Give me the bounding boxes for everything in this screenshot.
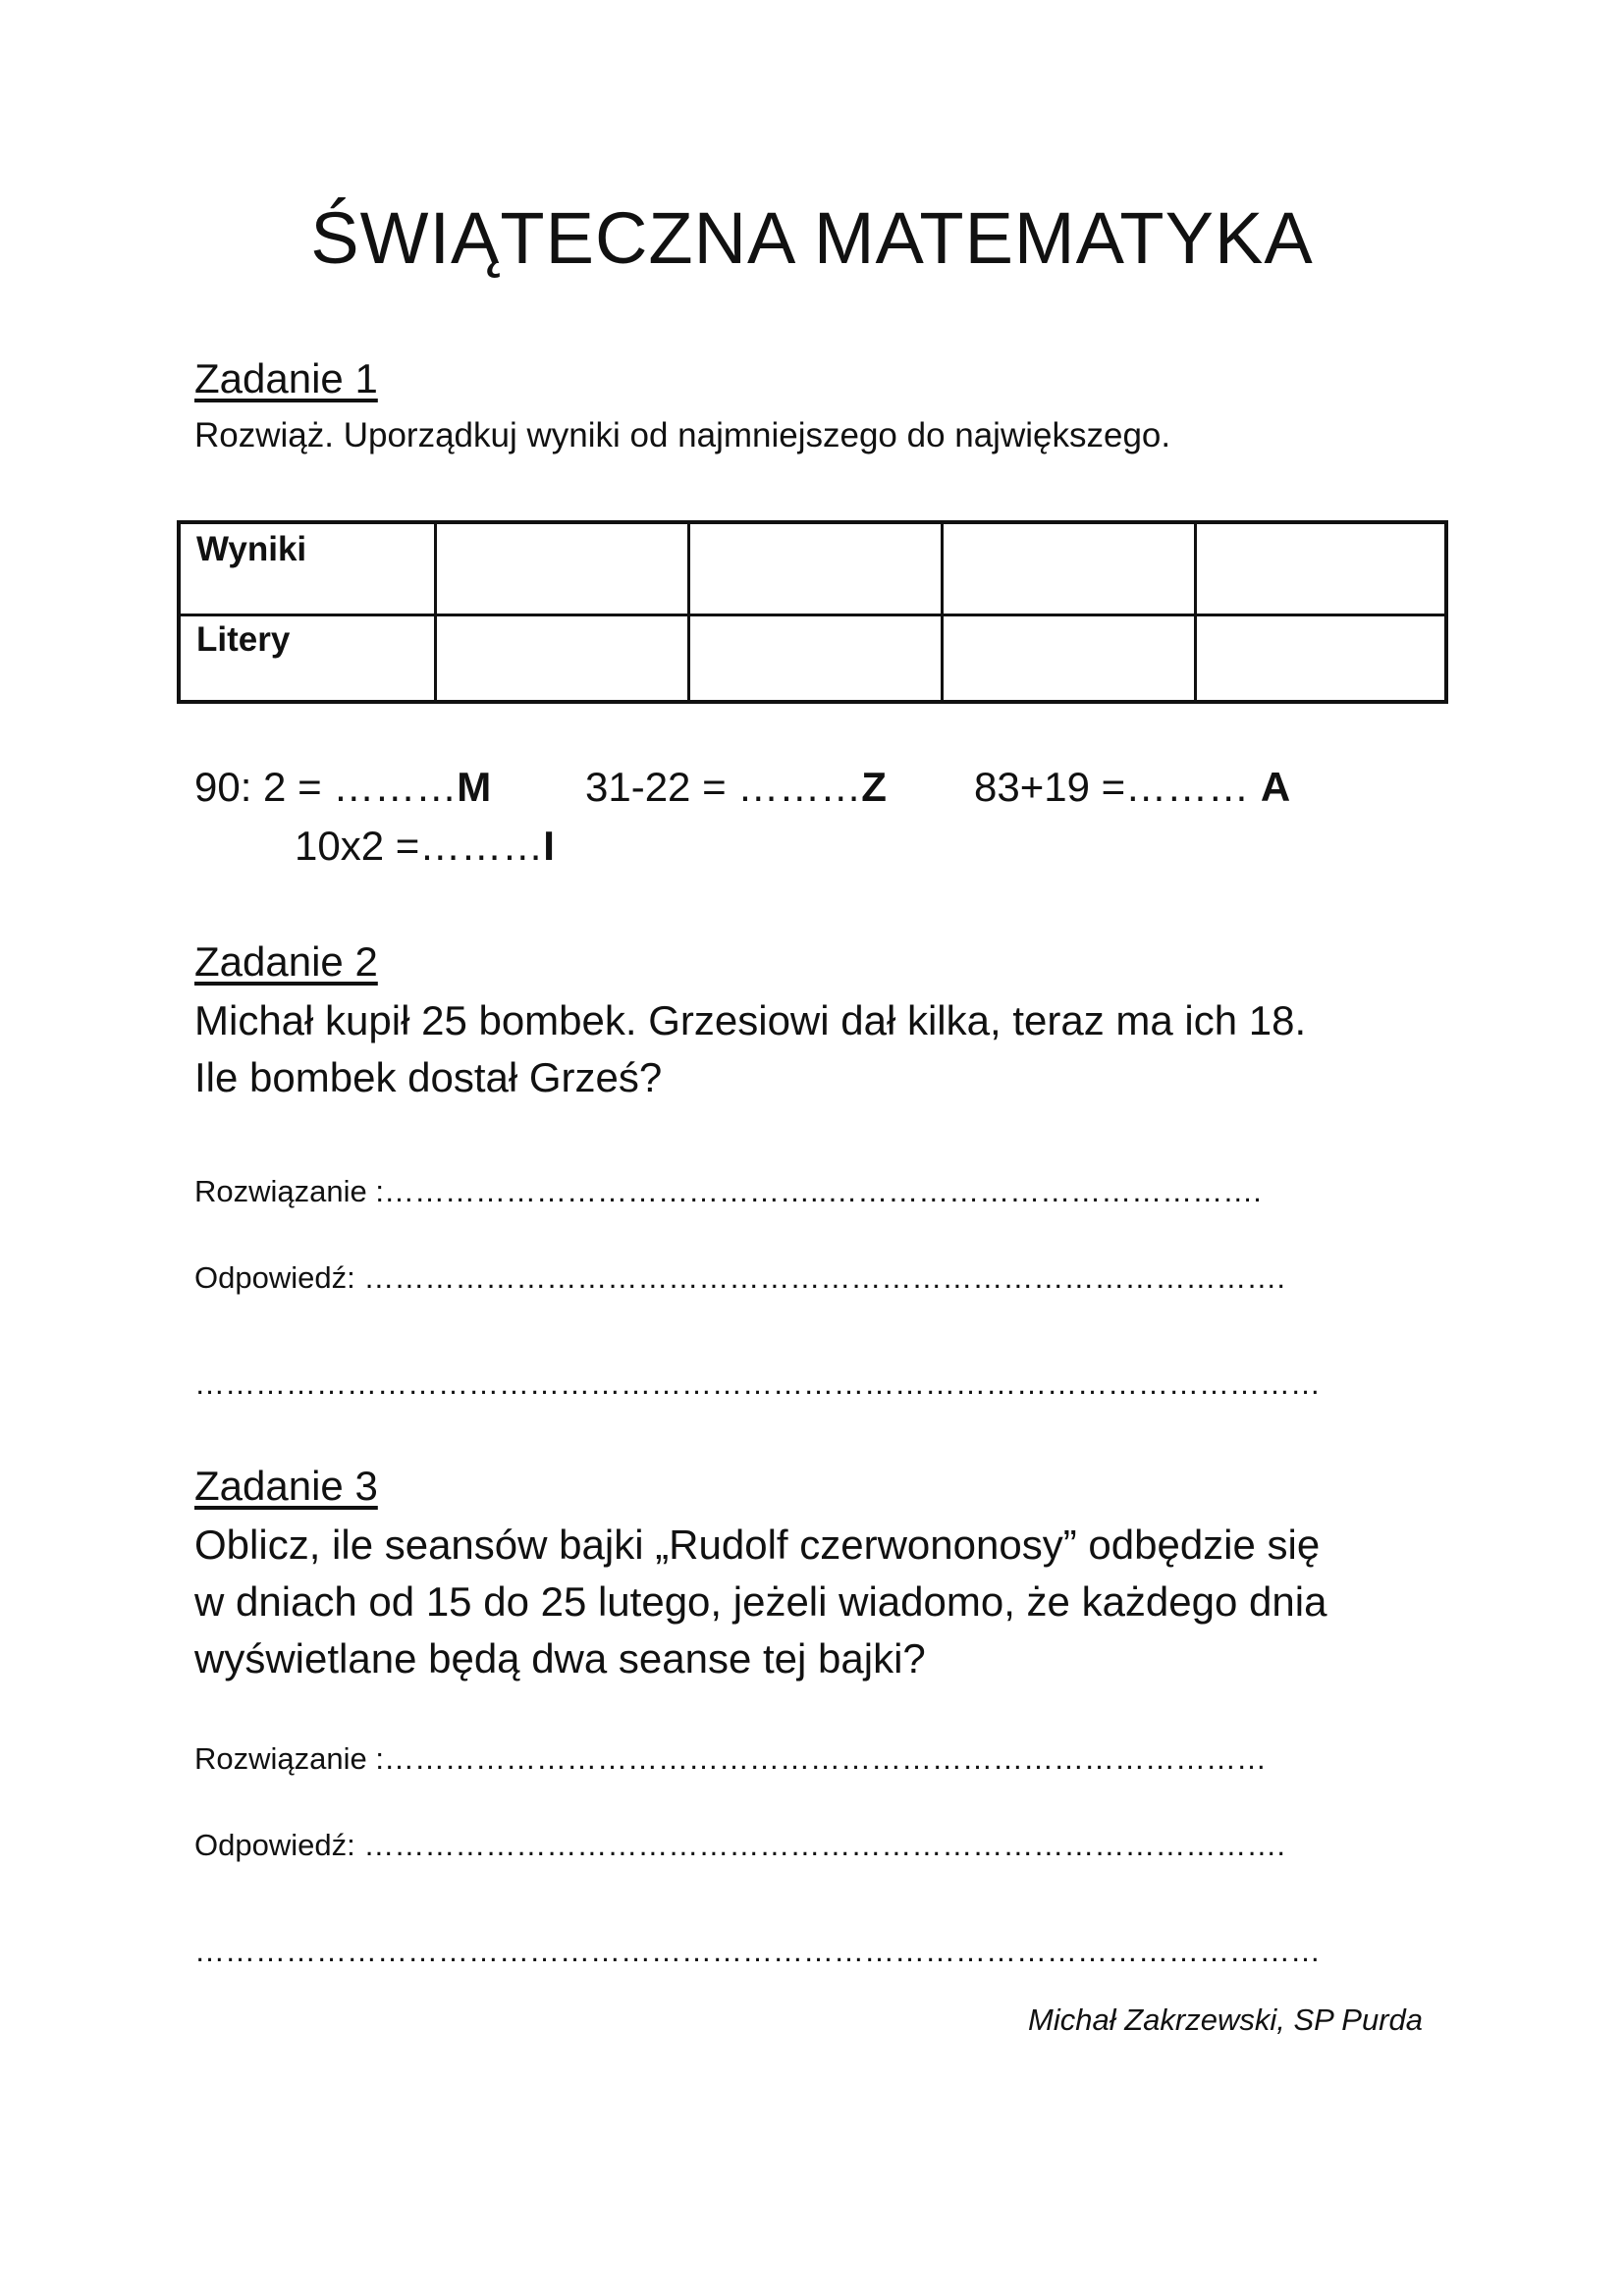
task3-answer-line[interactable]: Odpowiedź: ………………………………………………………………………………. [194,1828,1285,1862]
task3-text-line-1: Oblicz, ile seansów bajki „Rudolf czerwononosy” odbędzie się [194,1522,1321,1568]
task2-answer-line[interactable]: Odpowiedź: ………………………………………………………………………………. [194,1260,1285,1295]
task2-extra-line[interactable]: ………………………………………………………………………………………………… [194,1366,1321,1401]
table-row-letters [181,614,1444,704]
task2-text-line-2: Ile bombek dostał Grześ? [194,1054,663,1100]
row-label-results: Wyniki [181,524,437,614]
equation-1 [194,764,491,811]
letter-cell-1[interactable] [437,614,690,704]
page-title: ŚWIĄTECZNA MATEMATYKA [310,197,1314,279]
result-cell-3[interactable] [944,524,1197,614]
equation-expr: 31-22 = ……… [585,764,862,810]
task1-instruction: Rozwiąż. Uporządkuj wyniki od najmniejszego do największego. [194,416,1171,454]
letter-cell-4[interactable] [1197,614,1444,704]
equation-expr: 90: 2 = ……… [194,764,458,810]
results-table [177,520,1448,704]
equation-letter: A [1260,764,1291,810]
task3-text-line-3: wyświetlane będą dwa seanse tej bajki? [194,1635,926,1682]
equation-4 [295,823,555,870]
author-credit: Michał Zakrzewski, SP Purda [1028,2002,1423,2037]
task2-text-line-1: Michał kupił 25 bombek. Grzesiowi dał kilka, teraz ma ich 18. [194,997,1307,1043]
row-label-letters: Litery [181,614,437,704]
result-cell-4[interactable] [1197,524,1444,614]
task3-text-line-2: w dniach od 15 do 25 lutego, jeżeli wiadomo, że każdego dnia [194,1578,1327,1625]
equation-letter: I [543,823,555,869]
equation-expr: 83+19 =……… [974,764,1261,810]
equation-expr: 10x2 =……… [295,823,544,869]
result-cell-2[interactable] [690,524,944,614]
task1-heading: Zadanie 1 [194,355,378,401]
task2-heading: Zadanie 2 [194,938,378,985]
letter-cell-3[interactable] [944,614,1197,704]
result-cell-1[interactable] [437,524,690,614]
equation-letter: Z [861,764,887,810]
task3-solution-line[interactable]: Rozwiązanie :…………………………………………………………………………… [194,1741,1267,1776]
task3-extra-line[interactable]: ………………………………………………………………………………………………… [194,1934,1321,1968]
equation-3 [974,764,1290,811]
task3-heading: Zadanie 3 [194,1463,378,1509]
table-row-results [181,524,1444,616]
equation-letter: M [457,764,492,810]
equation-2 [585,764,887,811]
task2-solution-line[interactable]: Rozwiązanie :……………………………………..……………………………………. [194,1174,1262,1208]
letter-cell-2[interactable] [690,614,944,704]
